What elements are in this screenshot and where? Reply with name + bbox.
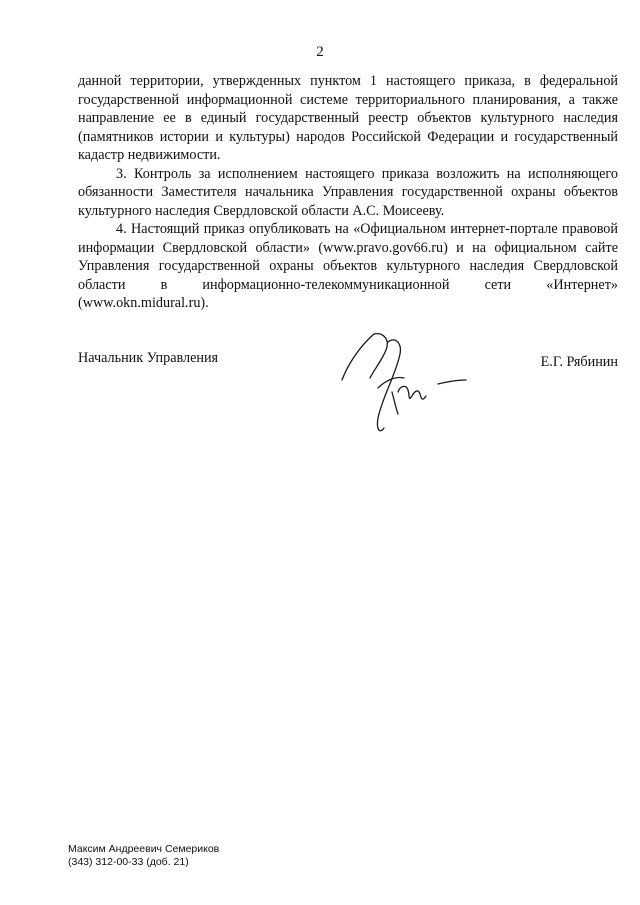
signatory-title: Начальник Управления (78, 350, 219, 366)
handwritten-signature (334, 326, 474, 446)
document-body (78, 72, 618, 313)
executor-name: Максим Андреевич Семериков (68, 843, 220, 855)
page-number: 2 (316, 44, 324, 60)
signature-block (78, 350, 618, 450)
signatory-name: Е.Г. Рябинин (540, 354, 618, 370)
paragraph-3: 3. Контроль за исполнением настоящего приказа возложить на исполняющего обязанности Заместителя начальника Управления государственной охраны объектов культурного наследия Свердловской области А.С. Моисееву. (78, 165, 618, 219)
paragraph-4: 4. Настоящий приказ опубликовать на «Официальном интернет-портале правовой информации Свердловской области» (www.pravo.gov66.ru) и на официальном сайте Управления государственной охраны объектов культурного наследия Свердловской области в информационно-телекоммуникационной сети «Интернет» (www.okn.midural.ru). (78, 221, 618, 311)
executor-phone: (343) 312-00-33 (доб. 21) (68, 856, 189, 868)
paragraph-continuation: данной территории, утвержденных пунктом 1 настоящего приказа, в федеральной государственной информационной системе территориального планирования, а также направление ее в единый государственный реестр объектов культурного наследия (памятников истории и культуры) народов Российской Федерации и государственный кадастр недвижимости. (78, 73, 618, 163)
executor-info (68, 843, 219, 869)
